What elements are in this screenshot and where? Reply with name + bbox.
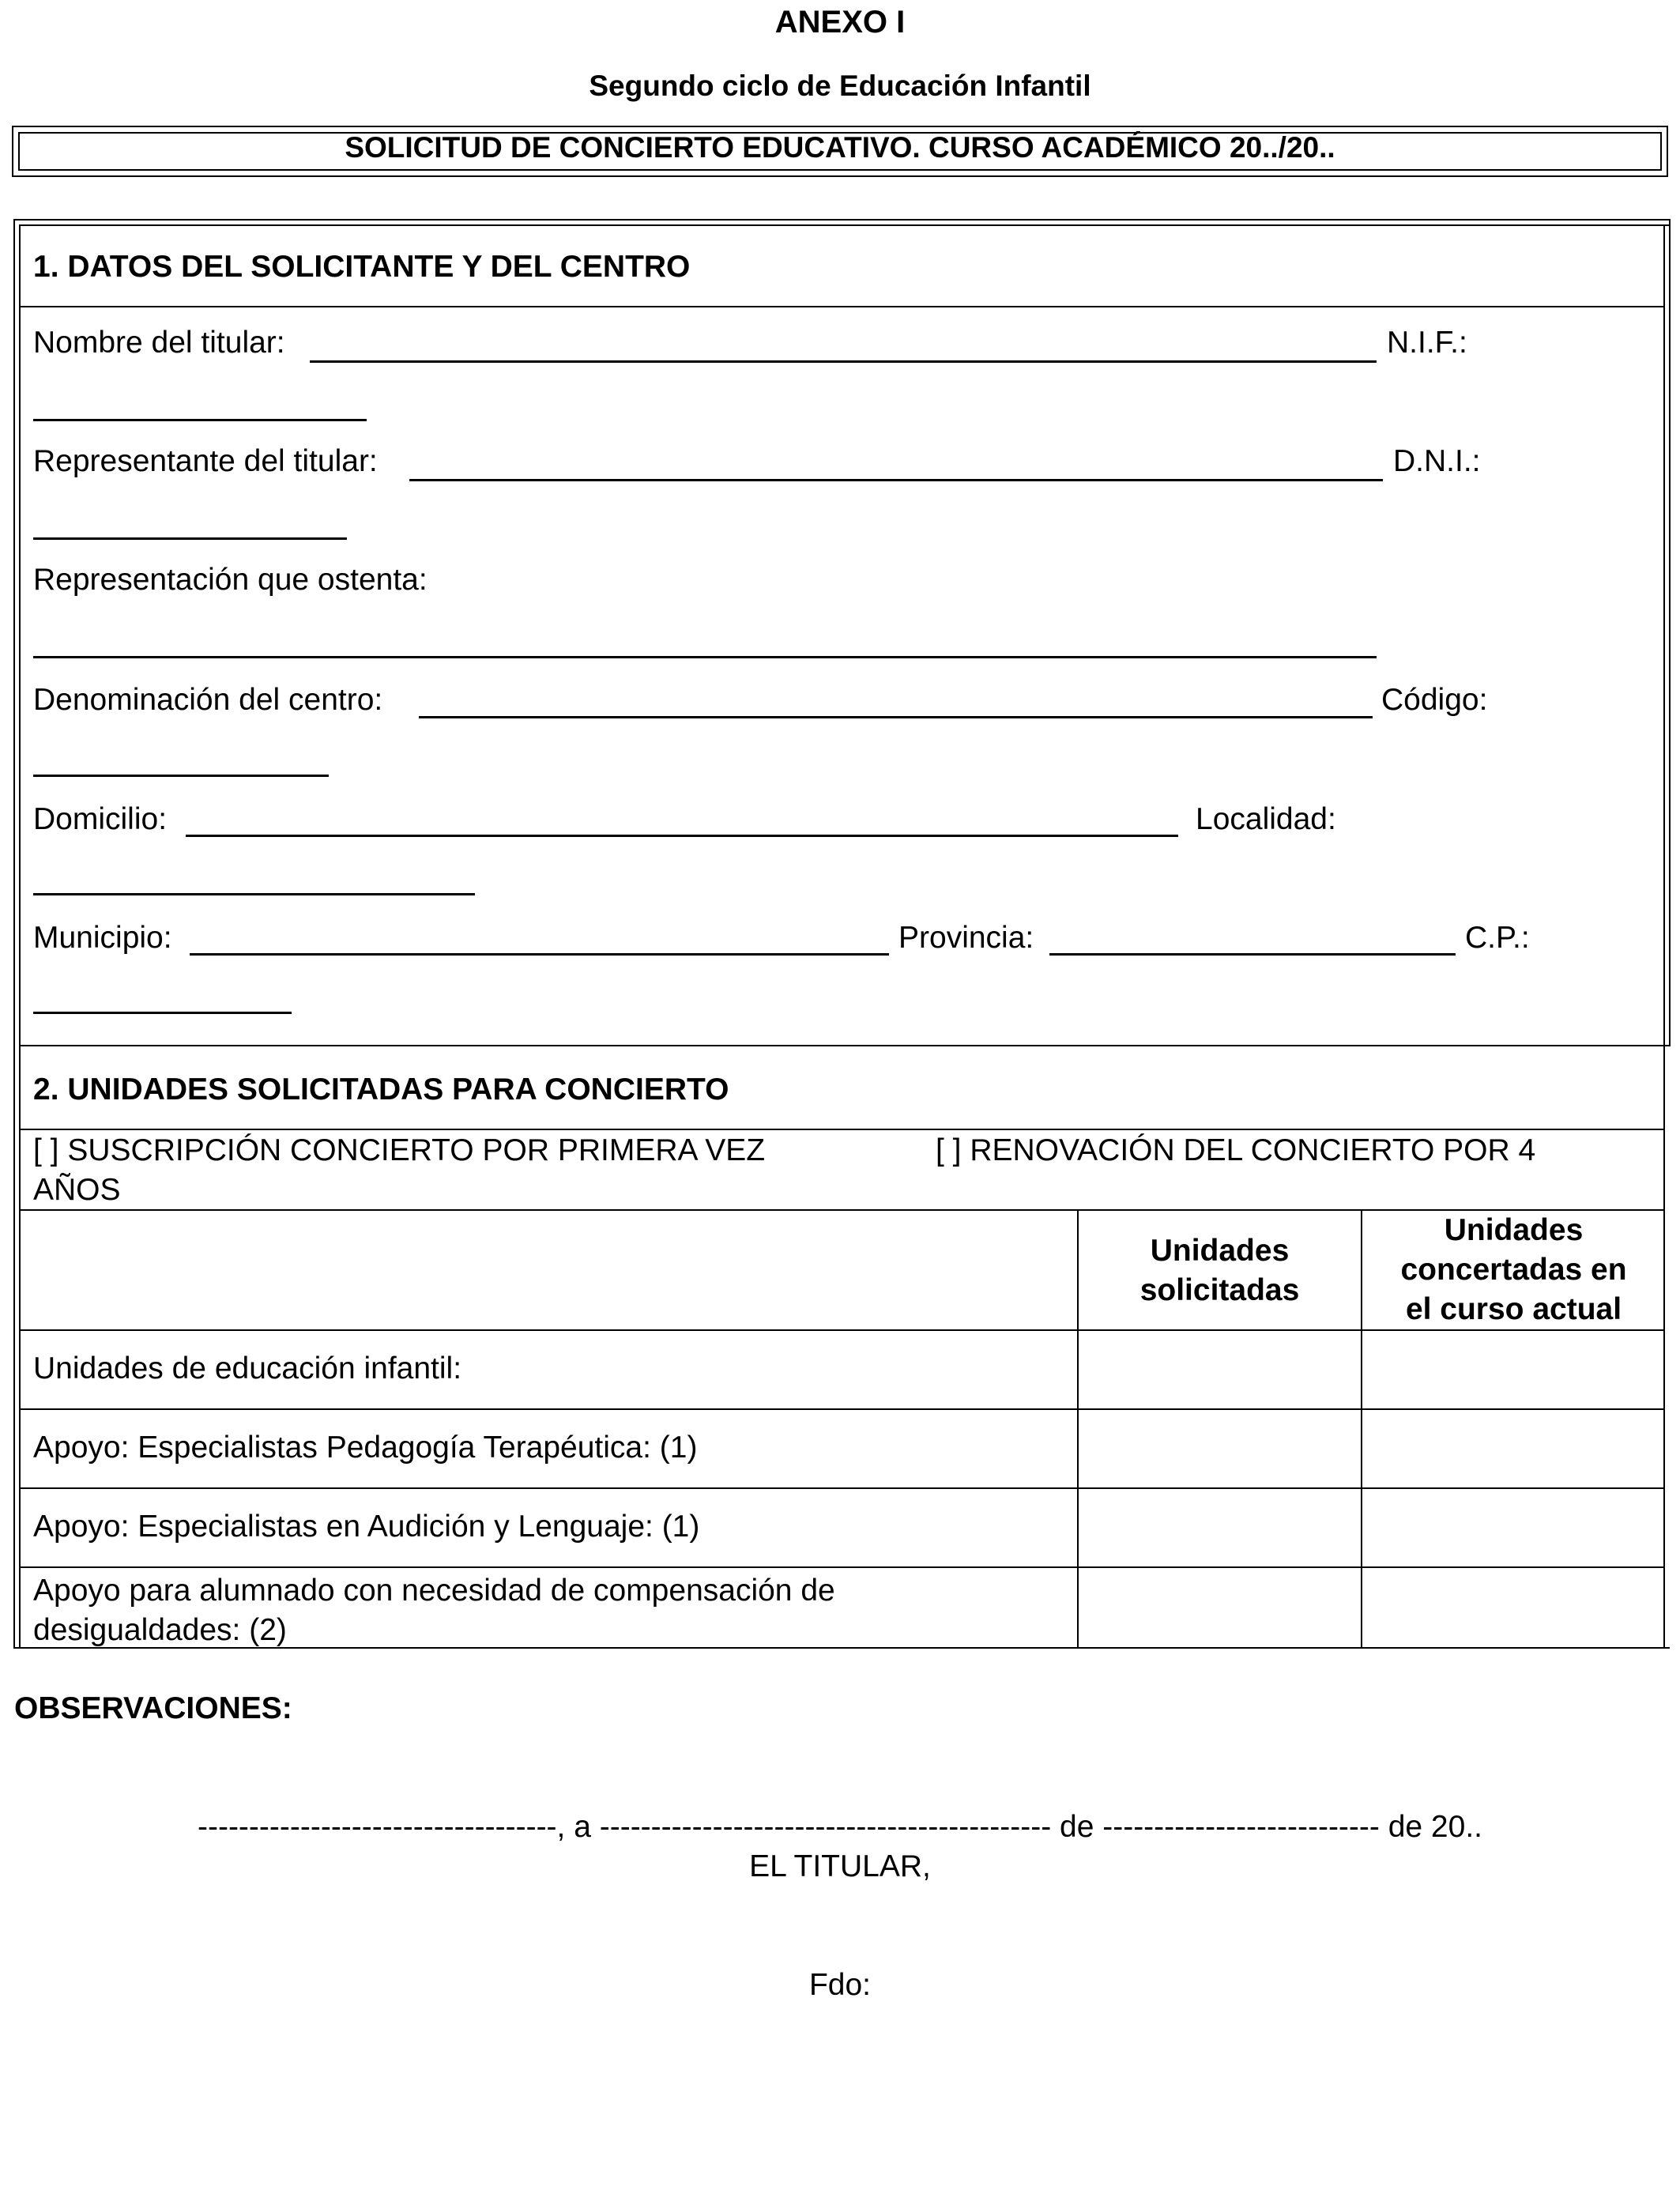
section1-right-border-inner	[1663, 224, 1665, 1046]
representante-label: Representante del titular:	[33, 444, 378, 478]
provincia-field[interactable]	[1049, 953, 1456, 956]
date-line: -----------------------------------, a -------------------------------------------- de --------------------------- de 20..	[197, 1810, 1482, 1844]
fdo-label: Fdo:	[808, 1968, 872, 2002]
table-row-border	[19, 1487, 1665, 1489]
section1-title: 1. DATOS DEL SOLICITANTE Y DEL CENTRO	[33, 250, 691, 284]
titular-signature-label: EL TITULAR,	[749, 1849, 931, 1883]
section1-bottom-border	[19, 1045, 1670, 1046]
row-audicion-lenguaje: Apoyo: Especialistas en Audición y Lenguaje: (1)	[33, 1510, 700, 1544]
cp-field[interactable]	[33, 1012, 292, 1014]
localidad-label: Localidad:	[1196, 802, 1336, 836]
section2-right-border	[1663, 1046, 1665, 1648]
provincia-label: Provincia:	[898, 921, 1034, 955]
municipio-label: Municipio:	[33, 921, 172, 955]
form-left-border-inner	[19, 224, 21, 1647]
dni-field[interactable]	[33, 537, 347, 540]
representante-field[interactable]	[409, 479, 1383, 481]
centro-field[interactable]	[419, 716, 1373, 718]
form-title: SOLICITUD DE CONCIERTO EDUCATIVO. CURSO ACADÉMICO 20../20..	[345, 131, 1335, 164]
section2-title: 2. UNIDADES SOLICITADAS PARA CONCIERTO	[33, 1072, 729, 1106]
observaciones-label: OBSERVACIONES:	[14, 1691, 292, 1725]
titular-label: Nombre del titular:	[33, 326, 285, 360]
table-row-border	[19, 1329, 1665, 1331]
subtitle: Segundo ciclo de Educación Infantil	[589, 70, 1091, 102]
section1-top-border-inner	[19, 224, 1670, 226]
codigo-label: Código:	[1381, 683, 1488, 717]
representacion-label: Representación que ostenta:	[33, 563, 428, 597]
col-concertadas: Unidades concertadas en el curso actual	[1400, 1213, 1627, 1326]
option-renovacion-continued: AÑOS	[33, 1173, 121, 1207]
localidad-field[interactable]	[33, 893, 475, 895]
centro-label: Denominación del centro:	[33, 683, 383, 717]
annex-title: ANEXO I	[774, 5, 906, 40]
section2-divider	[19, 1129, 1665, 1130]
section1-top-border	[13, 219, 1670, 221]
table-row-border	[19, 1408, 1665, 1410]
option-renovacion[interactable]: [ ] RENOVACIÓN DEL CONCIERTO POR 4	[936, 1133, 1536, 1167]
row-pedagogia-terapeutica: Apoyo: Especialistas Pedagogía Terapéutica: (1)	[33, 1431, 698, 1465]
table-bottom-border	[13, 1647, 1670, 1649]
option-primera-vez[interactable]: [ ] SUSCRIPCIÓN CONCIERTO POR PRIMERA VEZ	[33, 1133, 766, 1167]
codigo-field[interactable]	[33, 775, 329, 777]
municipio-field[interactable]	[190, 953, 889, 956]
row-unidades-infantil: Unidades de educación infantil:	[33, 1351, 462, 1385]
row-compensacion: Apoyo para alumnado con necesidad de compensación de desigualdades: (2)	[33, 1574, 835, 1647]
section1-divider	[19, 306, 1665, 307]
table-row-border	[19, 1566, 1665, 1568]
domicilio-field[interactable]	[186, 835, 1178, 837]
form-left-border	[13, 219, 15, 1647]
nif-label: N.I.F.:	[1387, 326, 1467, 360]
nif-field[interactable]	[33, 419, 367, 421]
section1-right-border	[1669, 219, 1671, 1046]
dni-label: D.N.I.:	[1393, 444, 1481, 478]
representacion-field[interactable]	[33, 656, 1377, 658]
col-solicitadas: Unidades solicitadas	[1139, 1234, 1300, 1307]
domicilio-label: Domicilio:	[33, 802, 168, 836]
cp-label: C.P.:	[1465, 921, 1530, 955]
titular-field[interactable]	[310, 360, 1377, 363]
